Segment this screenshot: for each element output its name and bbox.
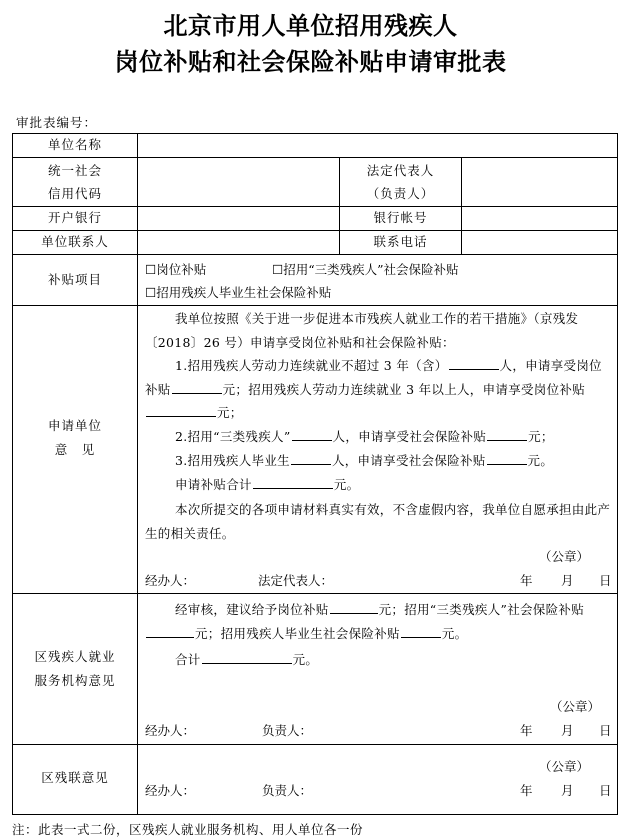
applicant-item-1 (145, 354, 611, 425)
option-graduate-insurance[interactable]: ☐招用残疾人毕业生社会保险补贴 (145, 285, 332, 300)
service-org-month: 月 (561, 723, 574, 738)
applicant-intro: 我单位按照《关于进一步促进本市残疾人就业工作的若干措施》（京残发〔2018〕26 号）申请享受岗位补贴和社会保险补贴： (145, 311, 579, 350)
applicant-item-3 (145, 449, 611, 473)
item2-text-c: 元； (528, 429, 554, 444)
item1-text-d: 元； (217, 405, 243, 420)
credit-code-label-2: 信用代码 (47, 186, 102, 201)
federation-year: 年 (520, 783, 533, 798)
item1-amount2-blank[interactable] (146, 402, 216, 417)
option-post-subsidy[interactable]: ☐岗位补贴 (145, 262, 207, 277)
svc-three-types-blank[interactable] (146, 623, 194, 638)
contact-phone-label: 联系电话 (373, 234, 428, 249)
item1-text-a: 1.招用残疾人劳动力连续就业不超过 3 年（含） (175, 358, 448, 373)
service-org-label-1: 区残疾人就业 (34, 649, 116, 664)
applicant-seal: （公章） (539, 549, 590, 564)
subsidy-items-label: 补贴项目 (47, 272, 102, 287)
service-org-seal: （公章） (550, 699, 601, 714)
applicant-item-2 (145, 425, 611, 449)
svc-graduate-blank[interactable] (401, 623, 441, 638)
applicant-day: 日 (599, 573, 612, 588)
item2-amount-blank[interactable] (487, 426, 527, 441)
svc-total-text-b: 元。 (292, 652, 319, 667)
bank-label: 开户银行 (47, 210, 102, 225)
item1-count-blank[interactable] (449, 355, 499, 370)
contact-person-label: 单位联系人 (41, 234, 109, 249)
item1-amount-blank[interactable] (172, 379, 222, 394)
legal-rep-label-1: 法定代表人 (366, 163, 435, 178)
option-three-types-insurance[interactable]: ☐招用“三类残疾人”社会保险补贴 (272, 262, 459, 277)
service-org-year: 年 (520, 723, 533, 738)
svc-text-c: 元；招用残疾人毕业生社会保险补贴 (195, 625, 400, 641)
form-number-label: 审批表编号： (16, 115, 98, 130)
item3-count-blank[interactable] (291, 450, 331, 465)
svc-text-d: 元。 (441, 625, 468, 641)
item2-text-b: 人，申请享受社会保险补贴 (332, 429, 487, 444)
svc-text-b: 元；招用“三类残疾人”社会保险补贴 (378, 602, 584, 617)
bank-account-label: 银行帐号 (373, 210, 428, 225)
item1-text-b: 人，申请享受岗位补贴 (145, 358, 602, 397)
applicant-month: 月 (561, 573, 574, 588)
item1-text-c: 元；招用残疾人劳动力连续就业 3 年以上人，申请享受岗位补贴 (222, 381, 586, 397)
item2-count-blank[interactable] (292, 426, 332, 441)
svc-total-blank[interactable] (202, 649, 292, 664)
item3-text-b: 人，申请享受社会保险补贴 (331, 453, 486, 468)
item3-text-a: 3.招用残疾人毕业生 (175, 453, 290, 468)
service-org-responsible-label: 负责人： (262, 723, 313, 738)
applicant-year: 年 (520, 573, 533, 588)
applicant-total (145, 473, 611, 497)
title-line-2: 岗位补贴和社会保险补贴申请审批表 (114, 48, 507, 76)
svc-post-blank[interactable] (330, 599, 378, 614)
credit-code-label-1: 统一社会 (47, 163, 102, 178)
federation-day: 日 (599, 783, 612, 798)
total-text-b: 元。 (333, 477, 360, 492)
unit-name-label: 单位名称 (47, 137, 102, 152)
item2-text-a: 2.招用“三类残疾人” (175, 429, 291, 444)
applicant-label-1: 申请单位 (47, 418, 102, 433)
federation-handler-label: 经办人： (145, 783, 196, 798)
total-text-a: 申请补贴合计 (175, 477, 252, 492)
legal-rep-label-2: （负责人） (366, 186, 435, 201)
federation-month: 月 (561, 783, 574, 798)
title-line-1: 北京市用人单位招用残疾人 (163, 12, 458, 40)
applicant-handler-label: 经办人： (145, 573, 196, 588)
federation-label: 区残联意见 (41, 770, 109, 785)
service-org-handler-label: 经办人： (145, 723, 196, 738)
item3-amount-blank[interactable] (487, 450, 527, 465)
applicant-declaration: 本次所提交的各项申请材料真实有效，不含虚假内容，我单位自愿承担由此产生的相关责任。 (145, 502, 611, 541)
federation-seal: （公章） (539, 759, 590, 774)
svc-text-a: 经审核，建议给予岗位补贴 (175, 602, 329, 617)
service-org-day: 日 (599, 723, 612, 738)
item3-text-c: 元。 (527, 453, 554, 468)
svc-total-text-a: 合计 (175, 652, 201, 667)
federation-responsible-label: 负责人： (262, 783, 313, 798)
total-amount-blank[interactable] (253, 474, 333, 489)
service-org-total (145, 648, 611, 672)
applicant-label-2: 意 见 (54, 442, 96, 457)
footer-note: 注：此表一式二份，区残疾人就业服务机构、用人单位各一份 (12, 822, 364, 837)
service-org-label-2: 服务机构意见 (34, 673, 116, 688)
service-org-opinion (145, 598, 611, 645)
applicant-legal-label: 法定代表人： (258, 573, 334, 588)
